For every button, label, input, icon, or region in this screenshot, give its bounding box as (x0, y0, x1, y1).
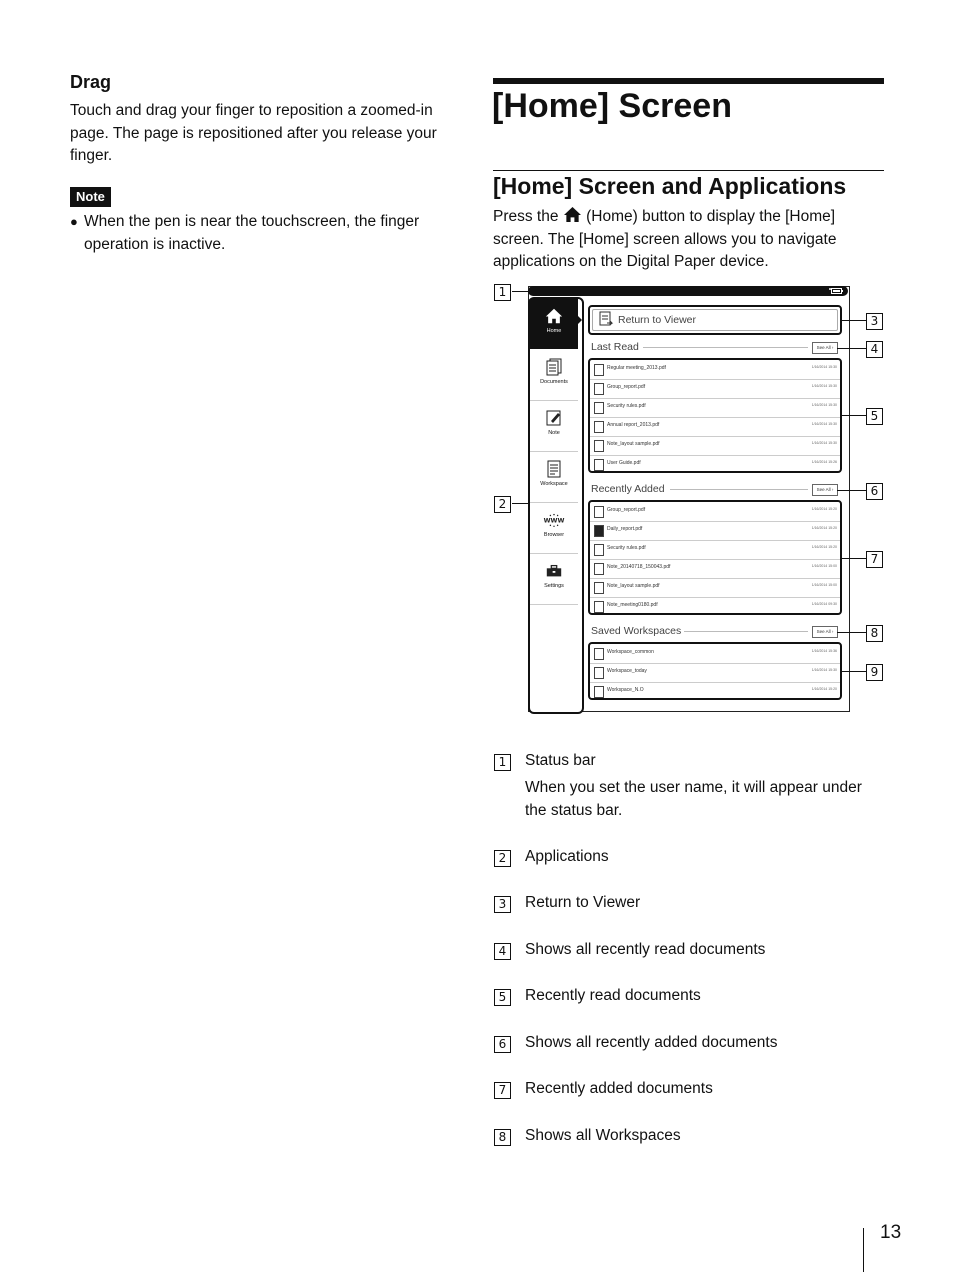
legend-text-7: Recently added documents (525, 1080, 713, 1097)
pdf-file-icon (594, 364, 604, 376)
legend-num-4: 4 (494, 943, 511, 960)
list-item[interactable] (590, 455, 840, 474)
file-date: 1/16/2014 15:00 (811, 583, 837, 587)
title-rule (493, 78, 884, 84)
page-number-rule (863, 1228, 864, 1272)
workspace-file-icon (594, 648, 604, 660)
workspace-file-icon (594, 686, 604, 698)
app-label: Settings (544, 583, 564, 589)
workspace-file-icon (594, 667, 604, 679)
note-bullet (70, 211, 462, 256)
last-read-see-all-button[interactable]: See All › (812, 342, 838, 354)
file-name: Note_layout sample.pdf (607, 583, 660, 589)
app-documents[interactable] (530, 350, 578, 401)
legend-num-7: 7 (494, 1082, 511, 1099)
browser-icon (545, 511, 563, 529)
callout-line (837, 348, 866, 349)
file-name: Group_report.pdf (607, 384, 646, 390)
file-date: 1/16/2014 15:26 (811, 460, 837, 464)
file-name: User Guide.pdf (607, 460, 641, 466)
settings-toolbox-icon (545, 562, 563, 580)
file-date: 1/16/2014 15:30 (811, 384, 837, 388)
see-all-label: See All (816, 629, 831, 634)
section-divider (670, 489, 808, 490)
callout-line (512, 291, 528, 292)
recently-added-label: Recently Added (591, 483, 665, 495)
callout-line (837, 632, 866, 633)
saved-workspaces-label: Saved Workspaces (591, 625, 682, 637)
section-divider (643, 347, 808, 348)
intro-paragraph (493, 206, 884, 274)
list-item[interactable] (590, 436, 840, 456)
callout-5: 5 (866, 408, 883, 425)
file-name: Annual report_2013.pdf (607, 422, 660, 428)
app-label: Browser (543, 532, 565, 538)
return-label: Return to Viewer (618, 314, 697, 326)
app-settings[interactable] (530, 554, 578, 605)
last-read-label: Last Read (591, 341, 639, 353)
app-home[interactable] (530, 299, 578, 349)
bullet-icon: ● (70, 214, 78, 229)
pdf-file-icon (594, 421, 604, 433)
note-icon (545, 409, 563, 427)
callout-2: 2 (494, 496, 511, 513)
section-divider (684, 631, 808, 632)
list-item[interactable] (590, 663, 840, 683)
app-browser[interactable] (530, 503, 578, 554)
legend-text-1: Status bar (525, 752, 596, 769)
see-all-label: See All (816, 345, 831, 350)
app-label: Documents (540, 379, 568, 385)
legend-text-5: Recently read documents (525, 987, 701, 1004)
home-icon (563, 206, 582, 223)
app-label: Home (546, 328, 562, 334)
file-name: Workspace_N.O (607, 687, 644, 693)
file-date: 1/16/2014 15:30 (811, 365, 837, 369)
list-item[interactable] (590, 398, 840, 418)
return-viewer-icon (598, 311, 614, 327)
return-to-viewer-button[interactable] (588, 305, 842, 335)
app-note[interactable] (530, 401, 578, 452)
app-label: Workspace (540, 481, 568, 487)
list-item[interactable] (590, 597, 840, 616)
list-item[interactable] (590, 682, 840, 698)
callout-4: 4 (866, 341, 883, 358)
list-item[interactable] (590, 417, 840, 437)
pdf-file-icon (594, 383, 604, 395)
file-date: 1/16/2014 15:30 (811, 422, 837, 426)
legend-num-8: 8 (494, 1129, 511, 1146)
recently-added-see-all-button[interactable]: See All › (812, 484, 838, 496)
legend-num-1: 1 (494, 754, 511, 771)
documents-icon (545, 358, 563, 376)
callout-line (837, 490, 866, 491)
svg-text:WWW: WWW (543, 517, 565, 525)
legend-text-6: Shows all recently added documents (525, 1034, 778, 1051)
file-date: 1/16/2014 09:30 (811, 602, 837, 606)
file-name: Regular meeting_2013.pdf (607, 365, 666, 371)
list-item[interactable] (590, 502, 840, 522)
file-date: 1/16/2014 15:30 (811, 668, 837, 672)
list-item[interactable] (590, 578, 840, 598)
subtitle-rule (493, 170, 884, 171)
pdf-file-icon (594, 544, 604, 556)
page-number: 13 (880, 1222, 902, 1243)
page-title: [Home] Screen (492, 87, 732, 125)
file-date: 1/16/2014 15:20 (811, 545, 837, 549)
sidebar-pointer (576, 314, 582, 326)
file-name: Note_20140718_150043.pdf (607, 564, 671, 570)
pdf-file-icon (594, 563, 604, 575)
workspace-icon (545, 460, 563, 478)
home-icon (545, 307, 563, 325)
pdf-file-icon (594, 601, 604, 613)
file-name: Note_meeting0180.pdf (607, 602, 658, 608)
list-item[interactable] (590, 379, 840, 399)
legend-sub-1: When you set the user name, it will appear under the status bar. (525, 779, 862, 819)
legend-num-5: 5 (494, 989, 511, 1006)
pdf-file-icon (594, 440, 604, 452)
note-bullet-text: When the pen is near the touchscreen, the finger operation is inactive. (84, 213, 420, 253)
file-name: Security rules.pdf (607, 545, 646, 551)
callout-line (512, 503, 528, 504)
see-all-label: See All (816, 487, 831, 492)
legend-text-2: Applications (525, 848, 609, 865)
pdf-file-icon (594, 525, 604, 537)
list-item[interactable] (590, 644, 840, 664)
list-item[interactable] (590, 540, 840, 560)
list-item[interactable] (590, 360, 840, 380)
file-name: Daily_report.pdf (607, 526, 643, 532)
section-title: [Home] Screen and Applications (493, 173, 847, 199)
intro-text-start: Press the (493, 208, 559, 225)
file-name: Group_report.pdf (607, 507, 646, 513)
callout-6: 6 (866, 483, 883, 500)
wifi-icon (829, 288, 831, 290)
file-name: Workspace_today (607, 668, 647, 674)
legend-num-6: 6 (494, 1036, 511, 1053)
file-date: 1/16/2014 15:20 (811, 526, 837, 530)
legend-num-2: 2 (494, 850, 511, 867)
saved-workspaces-see-all-button[interactable]: See All › (812, 626, 838, 638)
battery-icon (831, 288, 843, 294)
file-name: Security rules.pdf (607, 403, 646, 409)
callout-3: 3 (866, 313, 883, 330)
file-date: 1/16/2014 15:00 (811, 564, 837, 568)
app-workspace[interactable] (530, 452, 578, 503)
callout-8: 8 (866, 625, 883, 642)
drag-paragraph: Touch and drag your finger to reposition a zoomed-in page. The page is repositioned after you release your finger. (70, 102, 437, 164)
note-badge: Note (70, 187, 111, 207)
callout-line (840, 320, 866, 321)
callout-7: 7 (866, 551, 883, 568)
list-item[interactable] (590, 521, 840, 541)
legend-num-3: 3 (494, 896, 511, 913)
file-name: Note_layout sample.pdf (607, 441, 660, 447)
intro-text-end: (Home) button to display the [Home] screen. The [Home] screen allows you to navigate applications on the Digital Paper device. (493, 208, 837, 270)
recently-added-list (588, 500, 842, 615)
file-date: 1/16/2014 15:36 (811, 649, 837, 653)
file-name: Workspace_common (607, 649, 654, 655)
file-date: 1/16/2014 15:30 (811, 403, 837, 407)
callout-line (840, 558, 866, 559)
app-label: Note (548, 430, 560, 436)
pdf-file-icon (594, 582, 604, 594)
callout-line (840, 671, 866, 672)
status-bar (528, 286, 848, 296)
legend-text-3: Return to Viewer (525, 894, 641, 911)
drag-heading: Drag (70, 72, 112, 92)
list-item[interactable] (590, 559, 840, 579)
pdf-file-icon (594, 459, 604, 471)
pdf-file-icon (594, 506, 604, 518)
callout-line (840, 415, 866, 416)
pdf-file-icon (594, 402, 604, 414)
last-read-list (588, 358, 842, 473)
legend-text-4: Shows all recently read documents (525, 941, 766, 958)
file-date: 1/16/2014 15:30 (811, 441, 837, 445)
callout-9: 9 (866, 664, 883, 681)
legend-text-8: Shows all Workspaces (525, 1127, 681, 1144)
app-sidebar (528, 297, 584, 714)
file-date: 1/16/2014 15:20 (811, 507, 837, 511)
callout-1: 1 (494, 284, 511, 301)
saved-workspaces-list (588, 642, 842, 700)
file-date: 1/16/2014 15:20 (811, 687, 837, 691)
